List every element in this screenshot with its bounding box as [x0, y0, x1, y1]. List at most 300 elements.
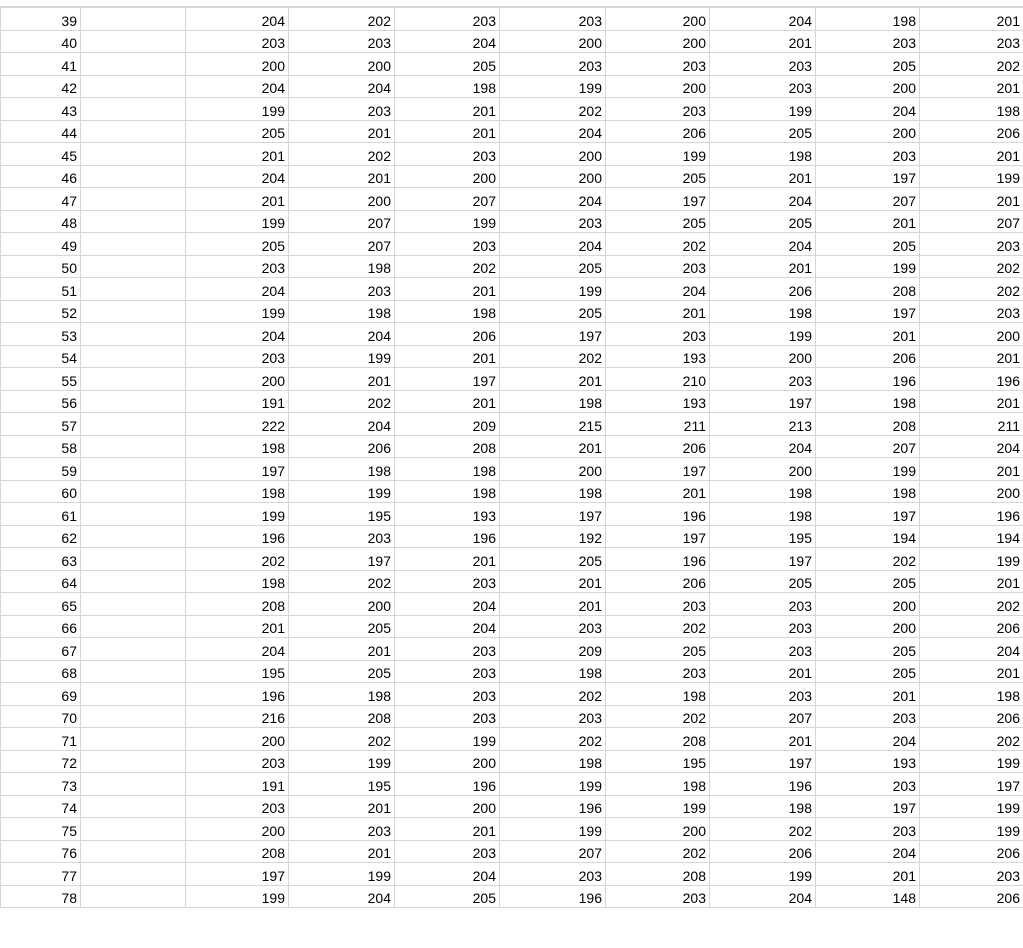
- table-cell[interactable]: 203: [186, 750, 289, 773]
- table-cell[interactable]: [81, 53, 186, 76]
- table-cell[interactable]: 203: [186, 255, 289, 278]
- table-cell[interactable]: 198: [186, 435, 289, 458]
- table-cell[interactable]: 200: [816, 120, 920, 143]
- table-cell[interactable]: 208: [395, 435, 500, 458]
- table-cell[interactable]: 200: [500, 143, 606, 166]
- table-cell[interactable]: 203: [710, 75, 816, 98]
- table-cell[interactable]: [81, 503, 186, 526]
- table-cell[interactable]: 201: [920, 458, 1023, 481]
- table-cell[interactable]: 196: [395, 525, 500, 548]
- table-cell[interactable]: 206: [920, 840, 1023, 863]
- table-cell[interactable]: 201: [186, 188, 289, 211]
- table-cell[interactable]: 203: [710, 593, 816, 616]
- table-cell[interactable]: 202: [606, 840, 710, 863]
- table-cell[interactable]: 206: [920, 120, 1023, 143]
- table-cell[interactable]: 204: [186, 638, 289, 661]
- table-cell[interactable]: 193: [395, 503, 500, 526]
- table-cell[interactable]: 202: [186, 548, 289, 571]
- table-cell[interactable]: 203: [186, 345, 289, 368]
- table-cell[interactable]: [81, 233, 186, 256]
- table-cell[interactable]: 203: [710, 53, 816, 76]
- table-cell[interactable]: 199: [289, 863, 395, 886]
- table-cell[interactable]: 203: [606, 885, 710, 908]
- table-cell[interactable]: 203: [606, 593, 710, 616]
- table-cell[interactable]: 201: [816, 210, 920, 233]
- table-cell[interactable]: 210: [606, 368, 710, 391]
- table-cell[interactable]: 198: [500, 660, 606, 683]
- table-cell[interactable]: 202: [395, 255, 500, 278]
- table-cell[interactable]: 203: [289, 818, 395, 841]
- table-cell[interactable]: 205: [606, 210, 710, 233]
- table-cell[interactable]: 203: [289, 30, 395, 53]
- table-cell[interactable]: 201: [920, 75, 1023, 98]
- table-cell[interactable]: 196: [395, 773, 500, 796]
- table-cell[interactable]: 203: [395, 638, 500, 661]
- table-cell[interactable]: 195: [289, 773, 395, 796]
- table-cell[interactable]: 203: [606, 98, 710, 121]
- table-cell[interactable]: 199: [920, 818, 1023, 841]
- table-cell[interactable]: 205: [500, 255, 606, 278]
- table-cell[interactable]: 208: [606, 728, 710, 751]
- table-cell[interactable]: [81, 818, 186, 841]
- table-cell[interactable]: [81, 188, 186, 211]
- table-cell[interactable]: 198: [395, 458, 500, 481]
- table-cell[interactable]: 202: [710, 818, 816, 841]
- table-cell[interactable]: 198: [606, 683, 710, 706]
- table-cell[interactable]: 203: [606, 660, 710, 683]
- table-cell[interactable]: 205: [186, 120, 289, 143]
- table-cell[interactable]: 193: [816, 750, 920, 773]
- table-cell[interactable]: 203: [816, 143, 920, 166]
- table-cell[interactable]: 201: [920, 570, 1023, 593]
- table-cell[interactable]: [81, 30, 186, 53]
- table-cell[interactable]: 201: [816, 683, 920, 706]
- table-cell[interactable]: 200: [500, 165, 606, 188]
- table-cell[interactable]: 203: [395, 143, 500, 166]
- table-cell[interactable]: 203: [500, 863, 606, 886]
- table-cell[interactable]: 204: [710, 188, 816, 211]
- table-cell[interactable]: 201: [710, 30, 816, 53]
- table-cell[interactable]: 201: [500, 570, 606, 593]
- table-cell[interactable]: 200: [186, 818, 289, 841]
- table-cell[interactable]: 193: [606, 345, 710, 368]
- table-cell[interactable]: 201: [920, 345, 1023, 368]
- table-cell[interactable]: 192: [500, 525, 606, 548]
- table-cell[interactable]: 207: [710, 705, 816, 728]
- table-cell[interactable]: 203: [920, 863, 1023, 886]
- table-cell[interactable]: 200: [395, 165, 500, 188]
- table-cell[interactable]: 201: [395, 98, 500, 121]
- table-cell[interactable]: 207: [289, 210, 395, 233]
- table-cell[interactable]: 196: [186, 683, 289, 706]
- table-cell[interactable]: 204: [395, 593, 500, 616]
- table-cell[interactable]: 204: [816, 840, 920, 863]
- table-cell[interactable]: 196: [500, 795, 606, 818]
- table-cell[interactable]: 208: [816, 413, 920, 436]
- table-cell[interactable]: 198: [186, 570, 289, 593]
- table-cell[interactable]: 202: [606, 233, 710, 256]
- table-cell[interactable]: 203: [816, 773, 920, 796]
- table-cell[interactable]: 200: [606, 8, 710, 31]
- table-cell[interactable]: 201: [395, 548, 500, 571]
- table-cell[interactable]: 198: [710, 503, 816, 526]
- table-cell[interactable]: 209: [395, 413, 500, 436]
- table-cell[interactable]: 203: [710, 368, 816, 391]
- table-cell[interactable]: 208: [186, 593, 289, 616]
- table-cell[interactable]: 194: [816, 525, 920, 548]
- table-cell[interactable]: 205: [816, 53, 920, 76]
- table-cell[interactable]: [81, 795, 186, 818]
- table-cell[interactable]: 197: [500, 503, 606, 526]
- table-cell[interactable]: 199: [186, 503, 289, 526]
- table-cell[interactable]: [81, 120, 186, 143]
- table-cell[interactable]: 204: [186, 278, 289, 301]
- table-cell[interactable]: 201: [606, 300, 710, 323]
- table-cell[interactable]: 199: [710, 323, 816, 346]
- table-cell[interactable]: 205: [816, 638, 920, 661]
- table-cell[interactable]: 200: [186, 53, 289, 76]
- table-cell[interactable]: [81, 300, 186, 323]
- table-cell[interactable]: 205: [289, 615, 395, 638]
- table-cell[interactable]: 204: [289, 323, 395, 346]
- table-cell[interactable]: 204: [186, 323, 289, 346]
- table-cell[interactable]: 199: [920, 165, 1023, 188]
- table-cell[interactable]: 205: [289, 660, 395, 683]
- table-cell[interactable]: 203: [920, 300, 1023, 323]
- table-cell[interactable]: 201: [816, 863, 920, 886]
- table-cell[interactable]: 201: [289, 638, 395, 661]
- table-cell[interactable]: 195: [606, 750, 710, 773]
- table-cell[interactable]: 200: [186, 728, 289, 751]
- table-cell[interactable]: 204: [920, 435, 1023, 458]
- table-cell[interactable]: 204: [816, 728, 920, 751]
- table-cell[interactable]: 215: [500, 413, 606, 436]
- table-cell[interactable]: [81, 615, 186, 638]
- table-cell[interactable]: 201: [395, 818, 500, 841]
- table-cell[interactable]: 207: [395, 188, 500, 211]
- table-cell[interactable]: 200: [920, 323, 1023, 346]
- table-cell[interactable]: 201: [710, 728, 816, 751]
- table-cell[interactable]: 207: [500, 840, 606, 863]
- table-cell[interactable]: 216: [186, 705, 289, 728]
- table-cell[interactable]: 199: [186, 210, 289, 233]
- table-cell[interactable]: 201: [289, 795, 395, 818]
- table-cell[interactable]: 204: [395, 615, 500, 638]
- table-cell[interactable]: 202: [920, 593, 1023, 616]
- table-cell[interactable]: 204: [289, 413, 395, 436]
- table-cell[interactable]: 202: [289, 143, 395, 166]
- table-cell[interactable]: 209: [500, 638, 606, 661]
- table-cell[interactable]: 202: [289, 8, 395, 31]
- table-cell[interactable]: 203: [816, 705, 920, 728]
- table-cell[interactable]: 199: [500, 818, 606, 841]
- table-cell[interactable]: 204: [500, 233, 606, 256]
- table-cell[interactable]: 202: [289, 728, 395, 751]
- table-cell[interactable]: [81, 368, 186, 391]
- table-cell[interactable]: 201: [395, 120, 500, 143]
- table-cell[interactable]: 197: [500, 323, 606, 346]
- table-cell[interactable]: 204: [289, 885, 395, 908]
- table-cell[interactable]: [81, 728, 186, 751]
- table-cell[interactable]: 198: [395, 480, 500, 503]
- table-cell[interactable]: 199: [186, 300, 289, 323]
- table-cell[interactable]: 202: [500, 728, 606, 751]
- table-cell[interactable]: 197: [816, 300, 920, 323]
- table-cell[interactable]: 204: [186, 75, 289, 98]
- table-cell[interactable]: 205: [816, 660, 920, 683]
- table-cell[interactable]: 200: [606, 818, 710, 841]
- table-cell[interactable]: 201: [289, 840, 395, 863]
- table-cell[interactable]: 198: [920, 98, 1023, 121]
- table-cell[interactable]: 206: [395, 323, 500, 346]
- table-cell[interactable]: 203: [395, 840, 500, 863]
- table-cell[interactable]: 204: [186, 8, 289, 31]
- table-cell[interactable]: 200: [816, 593, 920, 616]
- table-cell[interactable]: 198: [710, 143, 816, 166]
- table-cell[interactable]: 199: [710, 98, 816, 121]
- table-cell[interactable]: [81, 705, 186, 728]
- table-cell[interactable]: [81, 593, 186, 616]
- table-cell[interactable]: 199: [500, 773, 606, 796]
- table-cell[interactable]: 199: [816, 458, 920, 481]
- table-cell[interactable]: 206: [920, 705, 1023, 728]
- table-cell[interactable]: 201: [289, 120, 395, 143]
- table-cell[interactable]: 198: [606, 773, 710, 796]
- table-cell[interactable]: 201: [500, 593, 606, 616]
- table-cell[interactable]: 199: [606, 795, 710, 818]
- table-cell[interactable]: [81, 480, 186, 503]
- table-cell[interactable]: 203: [395, 660, 500, 683]
- table-cell[interactable]: [81, 413, 186, 436]
- table-cell[interactable]: 201: [920, 390, 1023, 413]
- table-cell[interactable]: 206: [710, 840, 816, 863]
- table-cell[interactable]: [81, 278, 186, 301]
- table-cell[interactable]: 198: [816, 390, 920, 413]
- table-cell[interactable]: 205: [606, 638, 710, 661]
- table-cell[interactable]: 203: [816, 818, 920, 841]
- table-cell[interactable]: 197: [606, 458, 710, 481]
- table-cell[interactable]: 200: [920, 480, 1023, 503]
- table-cell[interactable]: 201: [920, 143, 1023, 166]
- table-cell[interactable]: 204: [816, 98, 920, 121]
- table-cell[interactable]: 203: [920, 30, 1023, 53]
- table-cell[interactable]: 196: [816, 368, 920, 391]
- table-cell[interactable]: 199: [606, 143, 710, 166]
- table-cell[interactable]: 197: [289, 548, 395, 571]
- table-cell[interactable]: 205: [816, 570, 920, 593]
- table-cell[interactable]: 201: [395, 278, 500, 301]
- table-cell[interactable]: 204: [395, 863, 500, 886]
- table-cell[interactable]: 199: [186, 98, 289, 121]
- table-cell[interactable]: 201: [920, 188, 1023, 211]
- table-cell[interactable]: 205: [606, 165, 710, 188]
- table-cell[interactable]: 201: [289, 165, 395, 188]
- table-cell[interactable]: 199: [710, 863, 816, 886]
- table-cell[interactable]: 198: [289, 683, 395, 706]
- table-cell[interactable]: 206: [710, 278, 816, 301]
- table-cell[interactable]: [81, 683, 186, 706]
- table-cell[interactable]: 202: [606, 615, 710, 638]
- table-cell[interactable]: 201: [606, 480, 710, 503]
- table-cell[interactable]: 206: [816, 345, 920, 368]
- table-cell[interactable]: 198: [500, 480, 606, 503]
- table-cell[interactable]: 199: [289, 345, 395, 368]
- table-cell[interactable]: [81, 840, 186, 863]
- table-cell[interactable]: 199: [289, 480, 395, 503]
- table-cell[interactable]: [81, 885, 186, 908]
- table-cell[interactable]: [81, 98, 186, 121]
- table-cell[interactable]: 199: [186, 885, 289, 908]
- table-cell[interactable]: 198: [816, 480, 920, 503]
- table-cell[interactable]: 205: [395, 885, 500, 908]
- table-cell[interactable]: 193: [606, 390, 710, 413]
- table-cell[interactable]: [81, 8, 186, 31]
- table-cell[interactable]: 203: [710, 638, 816, 661]
- table-cell[interactable]: 203: [289, 525, 395, 548]
- table-cell[interactable]: 203: [395, 705, 500, 728]
- table-cell[interactable]: 204: [395, 30, 500, 53]
- table-cell[interactable]: 198: [710, 480, 816, 503]
- table-cell[interactable]: 200: [816, 75, 920, 98]
- table-cell[interactable]: 200: [289, 53, 395, 76]
- table-cell[interactable]: 204: [710, 8, 816, 31]
- table-cell[interactable]: [81, 143, 186, 166]
- table-cell[interactable]: 201: [710, 255, 816, 278]
- table-cell[interactable]: 199: [500, 75, 606, 98]
- table-cell[interactable]: 200: [500, 458, 606, 481]
- table-cell[interactable]: 203: [186, 30, 289, 53]
- table-cell[interactable]: 201: [710, 660, 816, 683]
- table-cell[interactable]: 202: [500, 683, 606, 706]
- table-cell[interactable]: 203: [289, 98, 395, 121]
- table-cell[interactable]: [81, 458, 186, 481]
- table-cell[interactable]: 197: [395, 368, 500, 391]
- table-cell[interactable]: 203: [606, 323, 710, 346]
- table-cell[interactable]: 198: [289, 458, 395, 481]
- table-cell[interactable]: 200: [395, 750, 500, 773]
- table-cell[interactable]: 206: [920, 615, 1023, 638]
- table-cell[interactable]: 205: [710, 120, 816, 143]
- table-cell[interactable]: 205: [186, 233, 289, 256]
- table-cell[interactable]: 203: [395, 570, 500, 593]
- table-cell[interactable]: 197: [710, 750, 816, 773]
- table-cell[interactable]: 196: [920, 368, 1023, 391]
- table-cell[interactable]: 203: [186, 795, 289, 818]
- table-cell[interactable]: 201: [710, 165, 816, 188]
- table-cell[interactable]: 202: [500, 345, 606, 368]
- table-cell[interactable]: 200: [710, 345, 816, 368]
- table-cell[interactable]: 198: [289, 300, 395, 323]
- table-cell[interactable]: 200: [606, 75, 710, 98]
- table-cell[interactable]: 203: [395, 683, 500, 706]
- table-cell[interactable]: 198: [289, 255, 395, 278]
- table-cell[interactable]: 207: [816, 188, 920, 211]
- table-cell[interactable]: 197: [606, 188, 710, 211]
- table-cell[interactable]: [81, 863, 186, 886]
- table-cell[interactable]: 202: [920, 728, 1023, 751]
- table-cell[interactable]: 203: [606, 255, 710, 278]
- table-cell[interactable]: 207: [816, 435, 920, 458]
- table-cell[interactable]: 205: [500, 300, 606, 323]
- table-cell[interactable]: 213: [710, 413, 816, 436]
- table-cell[interactable]: 196: [186, 525, 289, 548]
- table-cell[interactable]: 205: [710, 570, 816, 593]
- table-cell[interactable]: 204: [186, 165, 289, 188]
- table-cell[interactable]: 195: [289, 503, 395, 526]
- table-cell[interactable]: 203: [920, 233, 1023, 256]
- table-cell[interactable]: 198: [186, 480, 289, 503]
- table-cell[interactable]: 196: [710, 773, 816, 796]
- table-cell[interactable]: 201: [920, 660, 1023, 683]
- table-cell[interactable]: 201: [500, 368, 606, 391]
- table-cell[interactable]: 202: [289, 390, 395, 413]
- table-cell[interactable]: 198: [920, 683, 1023, 706]
- table-cell[interactable]: 204: [289, 75, 395, 98]
- table-cell[interactable]: 197: [816, 503, 920, 526]
- table-cell[interactable]: 207: [920, 210, 1023, 233]
- table-cell[interactable]: 200: [606, 30, 710, 53]
- table-cell[interactable]: [81, 435, 186, 458]
- table-cell[interactable]: 206: [289, 435, 395, 458]
- table-cell[interactable]: [81, 638, 186, 661]
- table-cell[interactable]: 198: [816, 8, 920, 31]
- table-cell[interactable]: 197: [920, 773, 1023, 796]
- table-cell[interactable]: 201: [186, 143, 289, 166]
- table-cell[interactable]: 203: [500, 615, 606, 638]
- table-cell[interactable]: 211: [606, 413, 710, 436]
- table-cell[interactable]: 208: [186, 840, 289, 863]
- table-cell[interactable]: 197: [186, 458, 289, 481]
- table-cell[interactable]: 206: [606, 570, 710, 593]
- table-cell[interactable]: 207: [289, 233, 395, 256]
- table-cell[interactable]: 203: [500, 53, 606, 76]
- table-cell[interactable]: 201: [289, 368, 395, 391]
- table-cell[interactable]: [81, 210, 186, 233]
- table-cell[interactable]: [81, 548, 186, 571]
- table-cell[interactable]: 208: [816, 278, 920, 301]
- table-cell[interactable]: 200: [289, 188, 395, 211]
- table-cell[interactable]: 199: [920, 548, 1023, 571]
- table-cell[interactable]: 203: [395, 233, 500, 256]
- table-cell[interactable]: 203: [500, 705, 606, 728]
- table-cell[interactable]: 199: [500, 278, 606, 301]
- table-cell[interactable]: 206: [920, 885, 1023, 908]
- table-cell[interactable]: 200: [710, 458, 816, 481]
- table-cell[interactable]: 200: [289, 593, 395, 616]
- table-cell[interactable]: 196: [920, 503, 1023, 526]
- table-cell[interactable]: 198: [710, 300, 816, 323]
- table-cell[interactable]: 201: [395, 390, 500, 413]
- table-cell[interactable]: 205: [816, 233, 920, 256]
- table-cell[interactable]: 202: [920, 278, 1023, 301]
- table-cell[interactable]: 191: [186, 773, 289, 796]
- table-cell[interactable]: 200: [816, 615, 920, 638]
- table-cell[interactable]: 206: [606, 120, 710, 143]
- table-cell[interactable]: 198: [500, 750, 606, 773]
- table-cell[interactable]: [81, 570, 186, 593]
- table-cell[interactable]: 200: [500, 30, 606, 53]
- table-cell[interactable]: 196: [606, 503, 710, 526]
- table-cell[interactable]: 201: [395, 345, 500, 368]
- table-cell[interactable]: 199: [395, 728, 500, 751]
- table-cell[interactable]: 199: [289, 750, 395, 773]
- table-cell[interactable]: 204: [710, 435, 816, 458]
- table-cell[interactable]: 191: [186, 390, 289, 413]
- table-cell[interactable]: 208: [606, 863, 710, 886]
- table-cell[interactable]: 204: [500, 188, 606, 211]
- table-cell[interactable]: 198: [500, 390, 606, 413]
- table-cell[interactable]: 203: [710, 615, 816, 638]
